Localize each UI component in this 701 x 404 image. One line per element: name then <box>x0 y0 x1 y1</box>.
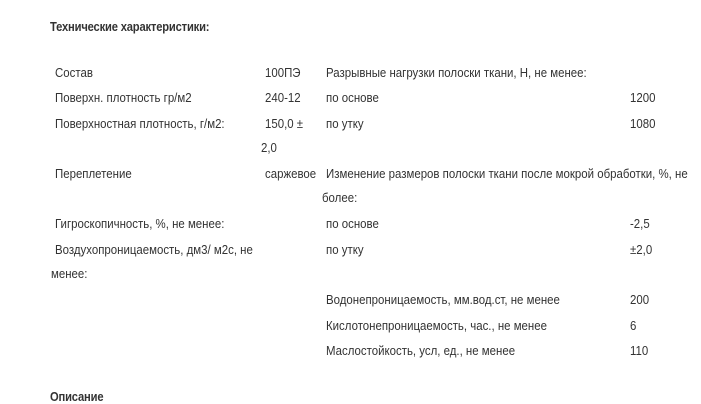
density-value: 240-12 <box>265 90 301 105</box>
shrinkage-weft-label: по утку <box>326 242 364 257</box>
surface-density-value: 150,0 ± <box>265 116 304 131</box>
air-permeability-label-cont: менее: <box>51 266 88 281</box>
weave-value: саржевое <box>265 166 317 181</box>
acid-resistance-label: Кислотонепроницаемость, час., не менее <box>326 318 547 333</box>
surface-density-value-cont: 2,0 <box>261 140 277 155</box>
acid-resistance-value: 6 <box>630 318 637 333</box>
tensile-label: Разрывные нагрузки полоски ткани, Н, не менее: <box>326 65 587 80</box>
hygroscopicity-label: Гигроскопичность, %, не менее: <box>55 216 225 231</box>
shrinkage-weft-value: ±2,0 <box>630 242 653 257</box>
tensile-weft-value: 1080 <box>630 116 656 131</box>
tensile-warp-label: по основе <box>326 90 379 105</box>
shrinkage-label-cont: более: <box>322 190 358 205</box>
composition-label: Состав <box>55 65 93 80</box>
shrinkage-warp-value: -2,5 <box>630 216 650 231</box>
shrinkage-warp-label: по основе <box>326 216 379 231</box>
water-resistance-label: Водонепроницаемость, мм.вод.ст, не менее <box>326 292 560 307</box>
surface-density-label: Поверхностная плотность, г/м2: <box>55 116 225 131</box>
shrinkage-label: Изменение размеров полоски ткани после мокрой обработки, %, не <box>326 166 688 181</box>
oil-resistance-label: Маслостойкость, усл, ед., не менее <box>326 343 516 358</box>
density-label: Поверхн. плотность гр/м2 <box>55 90 192 105</box>
description-heading: Описание <box>50 389 104 404</box>
tensile-warp-value: 1200 <box>630 90 656 105</box>
oil-resistance-value: 110 <box>630 343 649 358</box>
water-resistance-value: 200 <box>630 292 650 307</box>
specs-heading: Технические характеристики: <box>50 19 210 34</box>
weave-label: Переплетение <box>55 166 132 181</box>
tensile-weft-label: по утку <box>326 116 364 131</box>
air-permeability-label: Воздухопроницаемость, дм3/ м2с, не <box>55 242 253 257</box>
composition-value: 100ПЭ <box>265 65 301 80</box>
